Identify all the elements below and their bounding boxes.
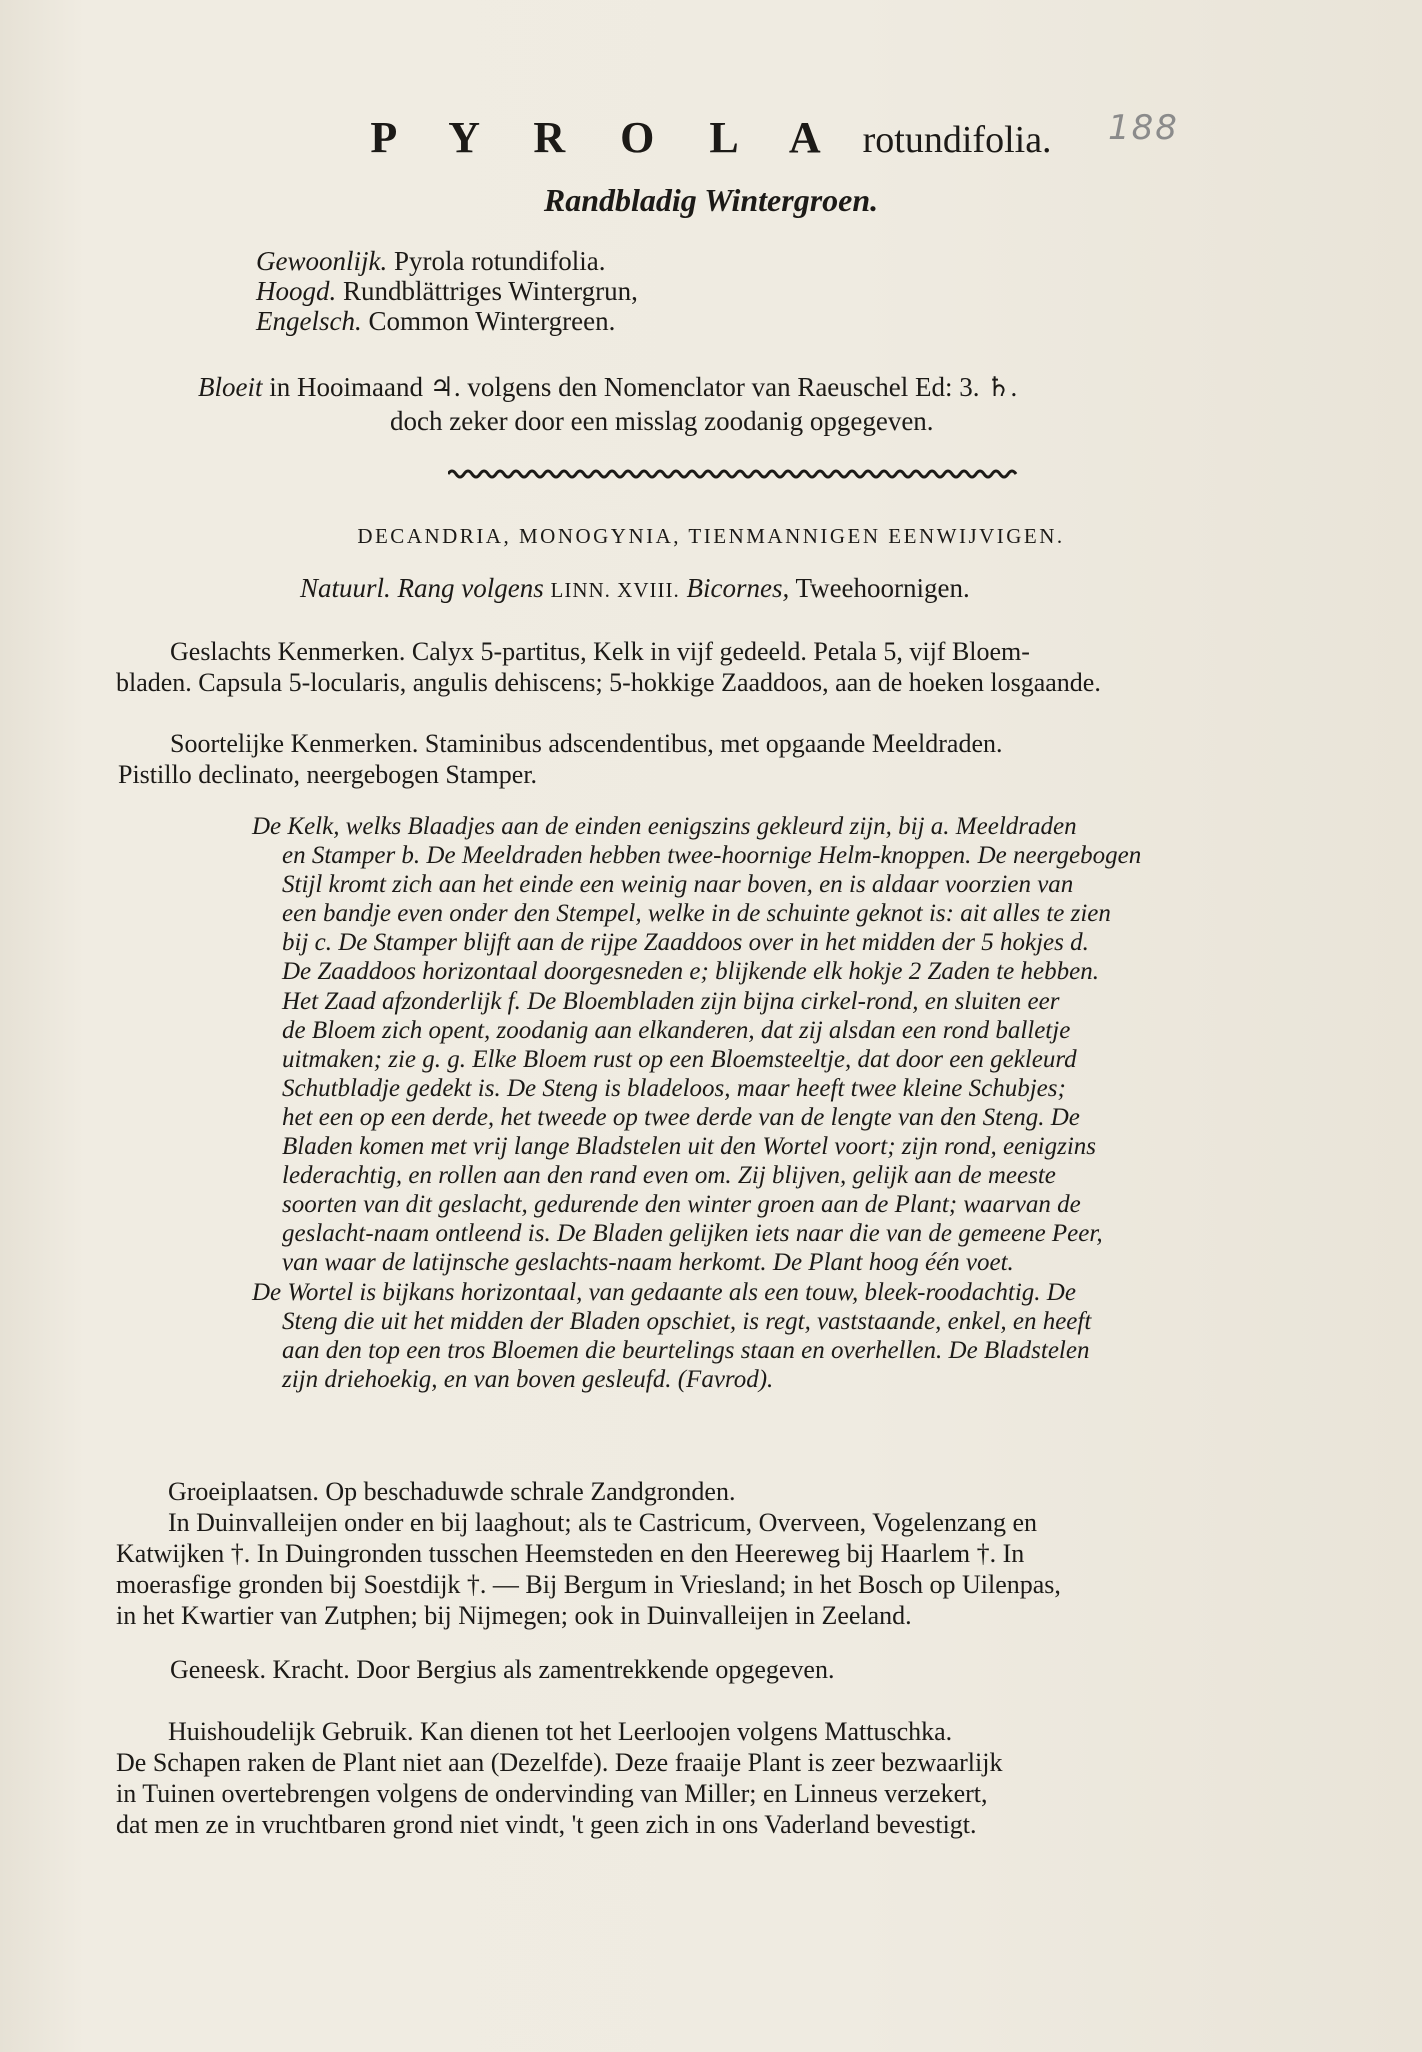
name-row: Engelsch. Common Wintergreen.: [256, 306, 616, 336]
description: De Kelk, welks Blaadjes aan de einden eenigszins gekleurd zijn, bij a. Meeldraden en Stamper b. De Meeldraden hebben twee-hoornige Helm-knoppen. De neergebogen Stijl kromt zich aan het einde een weinig naar boven, en is aldaar voorzien van een bandje even onder den Stempel, welke in de schuinte geknot is: ait alles te zien bij c. De Stamper blijft aan de rijpe Zaaddoos over in het midden der 5 hokjes d. De Zaaddoos horizontaal doorgesneden e; blijkende elk hokje 2 Zaden te hebben. Het Zaad afzonderlijk f. De Bloembladen zijn bijna cirkel-rond, en sluiten eer de Bloem zich opent, zoodanig aan elkanderen, dat zij alsdan een rond balletje uitmaken; zie g. g. Elke Bloem rust op een Bloemsteeltje, dat door een gekleurd Schutbladje gedekt is. De Steng is bladeloos, maar heeft twee kleine Schubjes; het een op een derde, het tweede op twee derde van de lengte van den Steng. De Bladen komen met vrij lange Bladstelen uit den Wortel voort; zijn rond, eenigzins lederachtig, en rollen aan den rand even om. Zij blijven, gelijk aan de meeste soorten van dit geslacht, gedurende den winter groen aan de Plant; waarvan de geslacht-naam ontleend is. De Bladen gelijken iets naar die van de gemeene Peer, van waar de latijnsche geslachts-naam herkomt. De Plant hoog één voet. De Wortel is bijkans horizontaal, van gedaante als een touw, bleek-roodachtig. De Steng die uit het midden der Bladen opschiet, is regt, vaststaande, enkel, en heeft aan den top een tros Bloemen die beurtelings staan en overhellen. De Bladstelen zijn driehoekig, en van boven gesleufd. (Favrod).: [252, 813, 1142, 1393]
page-title: [0, 108, 1422, 170]
habitats: Groeiplaatsen. Op beschaduwde schrale Zandgronden. In Duinvalleijen onder en bij laaghout; als te Castricum, Overveen, Vogelenzang en Katwijken †. In Duingronden tusschen Heemsteden en den Heereweg bij Haarlem †. In moerasfige gronden bij Soestdijk †. — Bij Bergum in Vriesland; in het Bosch op Uilenpas, in het Kwartier van Zutphen; bij Nijmegen; ook in Duinvalleijen in Zeeland.: [116, 1477, 1061, 1630]
bloei-label: Bloeit: [198, 372, 263, 402]
household-use: Huishoudelijk Gebruik. Kan dienen tot het Leerloojen volgens Mattuschka. De Schapen raken de Plant niet aan (Dezelfde). Deze fraaije Plant is zeer bezwaarlijk in Tuinen overtebrengen volgens de ondervinding van Miller; en Linneus verzekert, dat men ze in vruchtbaren grond niet vindt, 't geen zich in ons Vaderland bevestigt.: [116, 1717, 1003, 1839]
folio-number: 188: [1108, 108, 1179, 148]
name-row: Gewoonlijk. Pyrola rotundifolia.: [256, 246, 606, 276]
genus-characters: Geslachts Kenmerken. Calyx 5-partitus, Kelk in vijf gedeeld. Petala 5, vijf Bloem- bladen. Capsula 5-locularis, angulis dehiscens; 5-hokkige Zaaddoos, aan de hoeken losgaande.: [116, 637, 1101, 697]
species-characters: Soortelijke Kenmerken. Staminibus adscendentibus, met opgaande Meeldraden. Pistillo declinato, neergebogen Stamper.: [118, 729, 1003, 789]
medicinal-power: Geneesk. Kracht. Door Bergius als zamentrekkende opgegeven.: [170, 1655, 835, 1684]
classification-heading: DECANDRIA, MONOGYNIA, TIENMANNIGEN EENWIJVIGEN.: [357, 524, 1065, 548]
genus-name: P Y R O L A: [370, 113, 843, 162]
natural-order: Natuurl. Rang volgens LINN. XVIII. Bicornes, Tweehoornigen.: [300, 573, 970, 603]
ornamental-divider: [448, 468, 1018, 480]
species-name: rotundifolia.: [862, 119, 1052, 161]
name-row: Hoogd. Rundblättriges Wintergrun,: [256, 276, 638, 306]
flowering-note: Bloeit in Hooimaand ♃. volgens den Nomenclator van Raeuschel Ed: 3. ♄. doch zeker door een misslag zoodanig opgegeven.: [198, 372, 1018, 436]
common-names: [256, 246, 638, 336]
dutch-name: Randbladig Wintergroen.: [543, 182, 879, 218]
